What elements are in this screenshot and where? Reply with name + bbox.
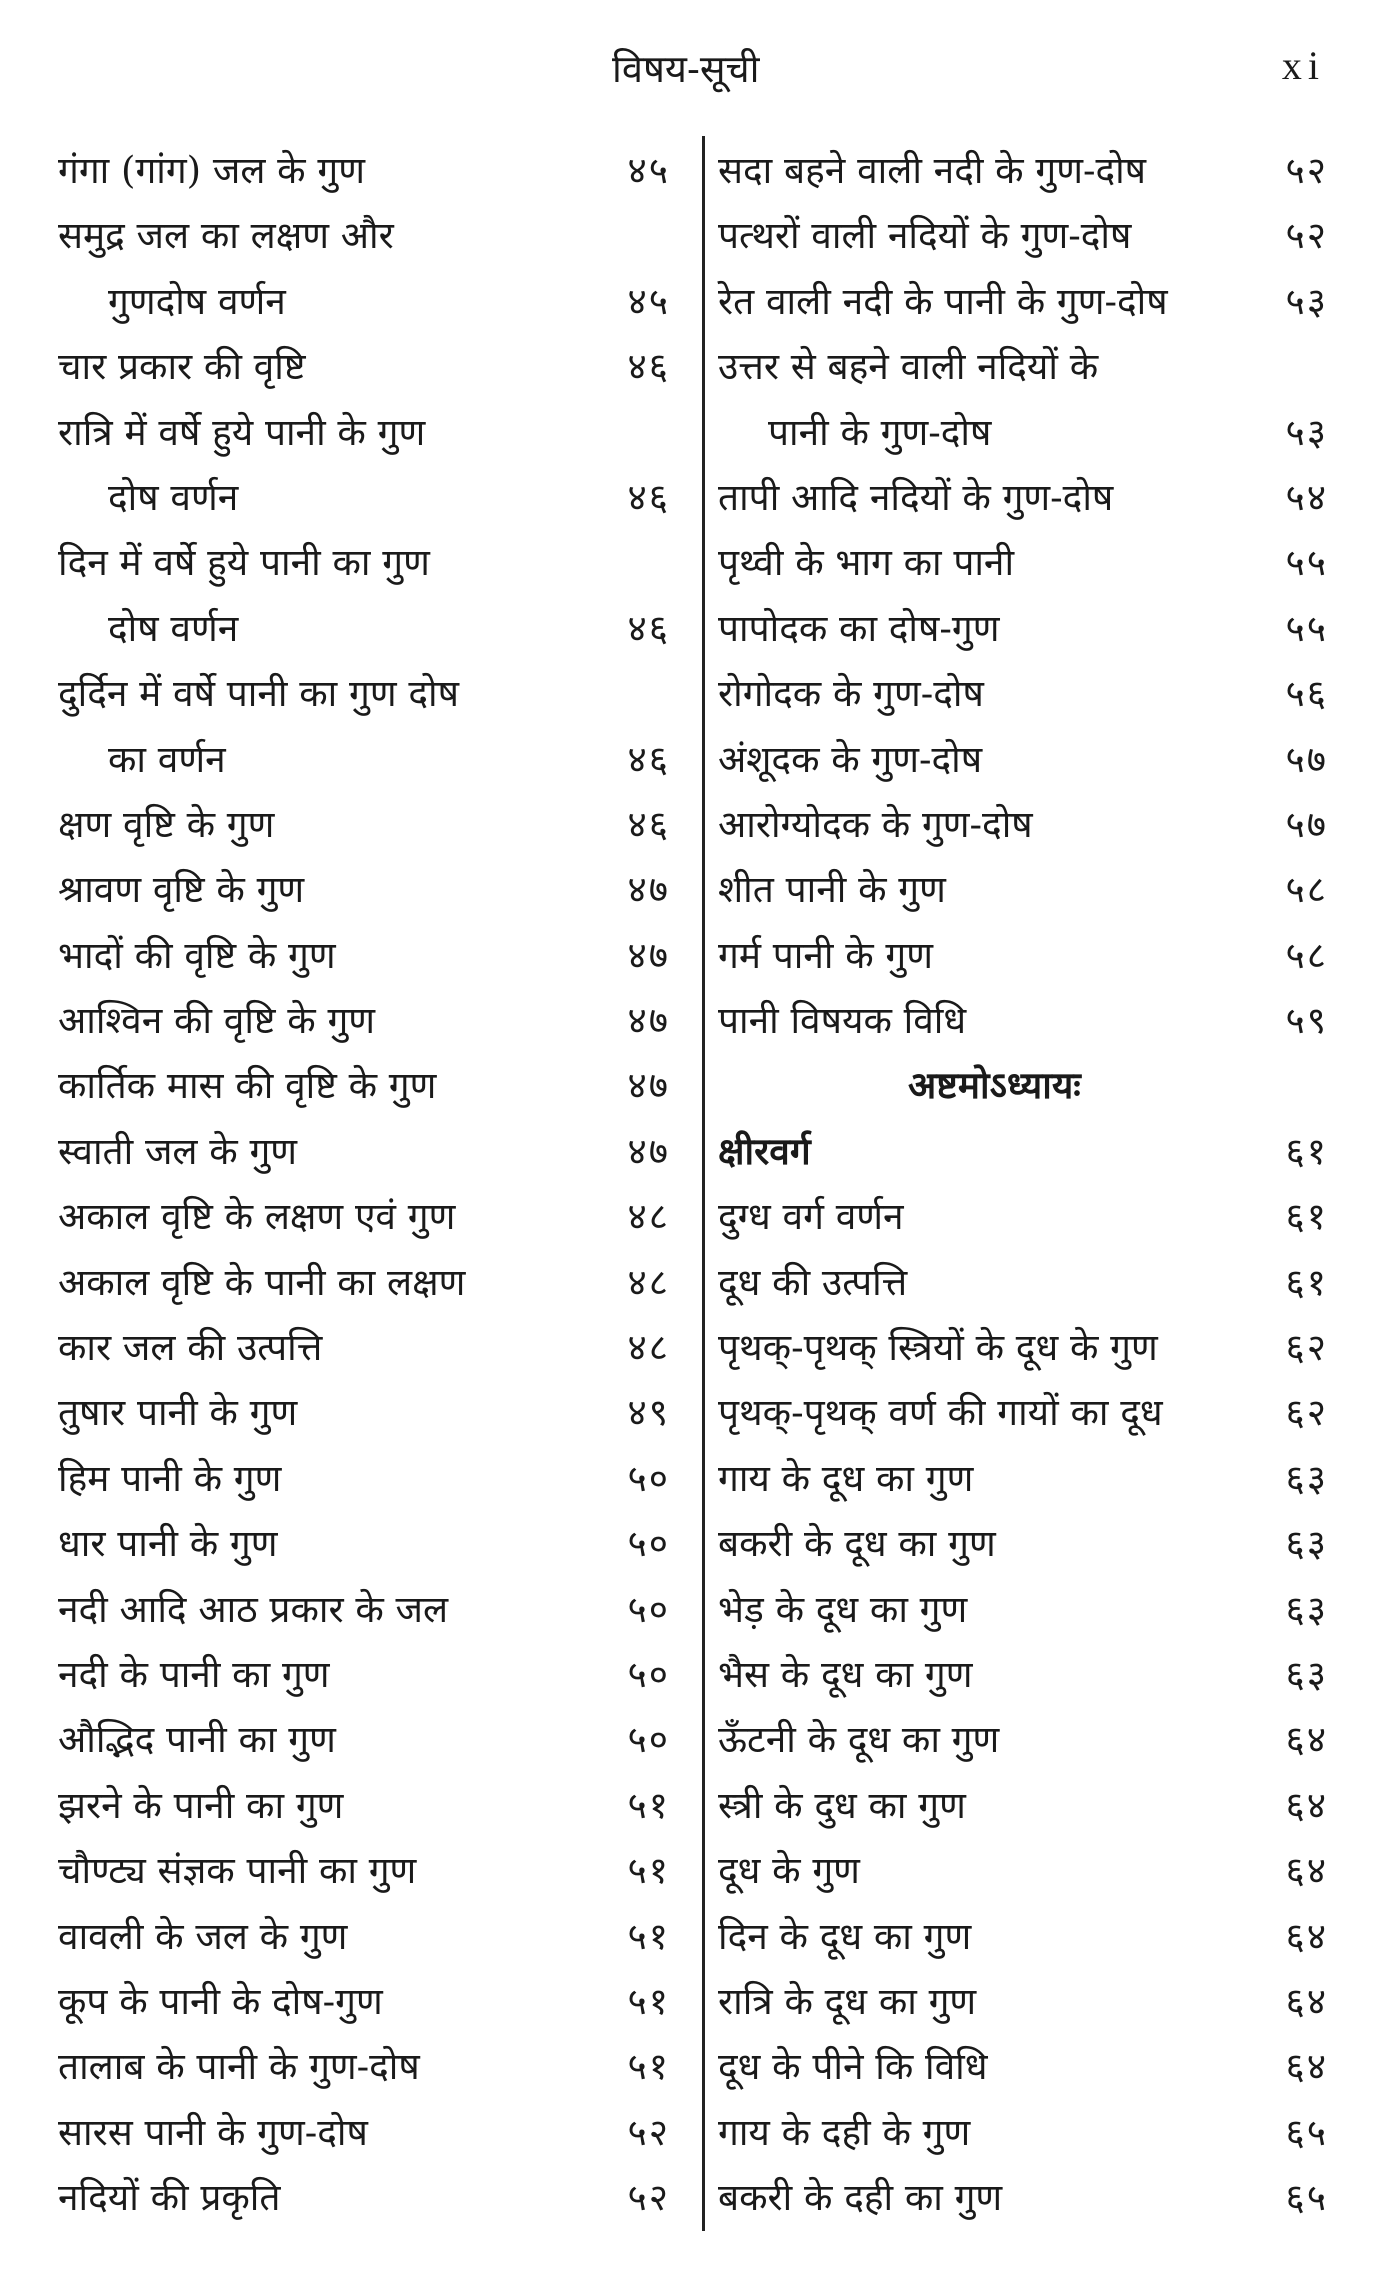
toc-entry-page: ६३ [1285, 1652, 1328, 1696]
toc-entry-title: भादों की वृष्टि के गुण [58, 933, 336, 977]
toc-entry-page: ४८ [627, 1195, 670, 1239]
toc-entry [58, 334, 670, 399]
toc-entry-title: उत्तर से बहने वाली नदियों के [718, 345, 1099, 389]
toc-entry-title: अष्टमोऽध्यायः [908, 1063, 1081, 1108]
toc-entry [718, 988, 1328, 1053]
toc-entry-title: गाय के दही के गुण [718, 2110, 971, 2154]
toc-entry-title: झरने के पानी का गुण [58, 1783, 344, 1827]
toc-right-column [718, 138, 1328, 2231]
toc-entry-title: चार प्रकार की वृष्टि [58, 345, 306, 389]
toc-entry-page: ४६ [627, 475, 670, 519]
toc-entry-page: ५१ [627, 2045, 670, 2089]
toc-entry-title: चौण्ट्य संज्ञक पानी का गुण [58, 1849, 417, 1893]
toc-entry-title: रेत वाली नदी के पानी के गुण-दोष [718, 279, 1168, 323]
toc-entry [58, 138, 670, 203]
page-header [0, 42, 1385, 102]
toc-entry-title: शीत पानी के गुण [718, 868, 946, 912]
toc-entry-title: अकाल वृष्टि के पानी का लक्षण [58, 1260, 466, 1304]
toc-entry [718, 2034, 1328, 2099]
toc-entry [718, 1642, 1328, 1707]
toc-left-column [58, 138, 670, 2231]
toc-entry-page: ४७ [627, 1129, 670, 1173]
toc-entry-page: ६४ [1285, 1979, 1328, 2023]
toc-entry-title: बकरी के दूध का गुण [718, 1522, 996, 1566]
toc-entry-title: दोष वर्णन [108, 475, 239, 519]
toc-entry [58, 923, 670, 988]
toc-entry-page: ५३ [1285, 279, 1328, 323]
toc-entry [718, 2100, 1328, 2165]
toc-entry-title: दूध की उत्पत्ति [718, 1260, 908, 1304]
toc-entry-page: ५७ [1285, 737, 1328, 781]
toc-entry-title: तुषार पानी के गुण [58, 1391, 298, 1435]
toc-entry-title: दिन में वर्षे हुये पानी का गुण [58, 541, 430, 585]
toc-entry-title: क्षण वृष्टि के गुण [58, 802, 275, 846]
toc-entry-page: ६१ [1285, 1195, 1328, 1239]
chapter-heading [718, 1053, 1328, 1118]
toc-entry [718, 1838, 1328, 1903]
toc-entry-title: नदी के पानी का गुण [58, 1652, 330, 1696]
toc-entry-title: आश्विन की वृष्टि के गुण [58, 999, 376, 1043]
toc-entry-title: कार जल की उत्पत्ति [58, 1326, 323, 1370]
toc-entry-page: ६३ [1285, 1522, 1328, 1566]
toc-entry-title: गंगा (गांग) जल के गुण [58, 149, 365, 192]
toc-entry-page: ५३ [1285, 410, 1328, 454]
toc-entry-page: ६४ [1285, 1718, 1328, 1762]
section-heading [718, 1119, 1328, 1184]
toc-entry [718, 792, 1328, 857]
toc-entry [58, 203, 670, 268]
toc-entry [718, 465, 1328, 530]
page-number: xi [1281, 43, 1325, 88]
toc-entry [58, 530, 670, 595]
toc-entry [718, 661, 1328, 726]
toc-entry [718, 1904, 1328, 1969]
toc-entry-page: ५१ [627, 1783, 670, 1827]
toc-entry [718, 1380, 1328, 1445]
toc-entry [58, 2165, 670, 2230]
toc-entry-page: ५२ [627, 2110, 670, 2154]
toc-entry-page: ५० [627, 1652, 670, 1696]
toc-entry [58, 465, 670, 530]
page-title: विषय-सूची [612, 47, 760, 91]
toc-entry-page: ४९ [627, 1391, 670, 1435]
toc-entry [718, 1184, 1328, 1249]
toc-entry [58, 1380, 670, 1445]
toc-entry-title: पत्थरों वाली नदियों के गुण-दोष [718, 214, 1132, 258]
toc-entry-page: ६३ [1285, 1456, 1328, 1500]
toc-entry-title: गर्म पानी के गुण [718, 933, 933, 977]
toc-entry [58, 1184, 670, 1249]
toc-entry [718, 530, 1328, 595]
toc-entry-page: ६३ [1285, 1587, 1328, 1631]
toc-entry-page: ५२ [1285, 149, 1328, 192]
toc-entry-title: पानी विषयक विधि [718, 999, 967, 1043]
toc-entry-page: ५५ [1285, 541, 1328, 585]
toc-entry [718, 1577, 1328, 1642]
toc-entry-page: ६१ [1285, 1260, 1328, 1304]
toc-entry-title: दिन के दूध का गुण [718, 1914, 972, 1958]
toc-entry [58, 1969, 670, 2034]
toc-entry-page: ५७ [1285, 802, 1328, 846]
toc-entry-page: ६४ [1285, 1783, 1328, 1827]
toc-entry-page: ६५ [1285, 2110, 1328, 2154]
toc-entry [718, 203, 1328, 268]
toc-entry-page: ५० [627, 1587, 670, 1631]
toc-entry-title: अंशूदक के गुण-दोष [718, 737, 983, 781]
toc-entry [718, 596, 1328, 661]
toc-entry-page: ५६ [1285, 672, 1328, 716]
toc-entry-page: ६५ [1285, 2176, 1328, 2220]
toc-entry-title: दुग्ध वर्ग वर्णन [718, 1195, 904, 1239]
toc-entry-title: दोष वर्णन [108, 606, 239, 650]
toc-entry-page: ४७ [627, 1064, 670, 1108]
toc-entry-page: ६४ [1285, 2045, 1328, 2089]
toc-entry-page: ४७ [627, 999, 670, 1043]
toc-entry-title: का वर्णन [108, 737, 226, 781]
toc-entry [58, 1446, 670, 1511]
toc-entry-title: हिम पानी के गुण [58, 1456, 282, 1500]
toc-entry [58, 1773, 670, 1838]
toc-entry [58, 988, 670, 1053]
toc-entry-page: ४८ [627, 1326, 670, 1370]
toc-entry-page: ५१ [627, 1979, 670, 2023]
toc-entry-title: पानी के गुण-दोष [768, 410, 992, 454]
toc-entry [58, 1250, 670, 1315]
toc-entry [58, 400, 670, 465]
toc-entry-page: ४६ [627, 345, 670, 389]
toc-entry-title: दुर्दिन में वर्षे पानी का गुण दोष [58, 672, 459, 716]
toc-entry [58, 792, 670, 857]
toc-entry-title: पृथक्-पृथक् वर्ण की गायों का दूध [718, 1391, 1163, 1435]
toc-entry-title: कूप के पानी के दोष-गुण [58, 1979, 383, 2023]
toc-entry-title: धार पानी के गुण [58, 1522, 278, 1566]
toc-entry-title: पृथक्-पृथक् स्त्रियों के दूध के गुण [718, 1326, 1158, 1370]
toc-entry-title: भैस के दूध का गुण [718, 1652, 973, 1696]
toc-entry-title: तालाब के पानी के गुण-दोष [58, 2045, 420, 2089]
toc-entry [58, 2034, 670, 2099]
toc-entry [58, 661, 670, 726]
toc-entry [718, 1511, 1328, 1576]
toc-entry-title: भेड़ के दूध का गुण [718, 1587, 968, 1631]
toc-entry [718, 138, 1328, 203]
toc-entry-page: ६२ [1285, 1391, 1328, 1435]
toc-entry [58, 1838, 670, 1903]
toc-entry-page: ५१ [627, 1914, 670, 1958]
toc-entry-title: बकरी के दही का गुण [718, 2176, 1003, 2220]
toc-entry-title: सारस पानी के गुण-दोष [58, 2110, 368, 2154]
toc-entry-title: समुद्र जल का लक्षण और [58, 214, 394, 258]
toc-entry [718, 334, 1328, 399]
toc-entry [718, 1446, 1328, 1511]
toc-entry [718, 857, 1328, 922]
toc-entry-title: अकाल वृष्टि के लक्षण एवं गुण [58, 1195, 456, 1239]
toc-entry-title: सदा बहने वाली नदी के गुण-दोष [718, 149, 1147, 192]
toc-entry [718, 1707, 1328, 1772]
toc-entry-title: नदी आदि आठ प्रकार के जल [58, 1587, 449, 1631]
toc-entry-page: ५० [627, 1718, 670, 1762]
toc-entry-title: कार्तिक मास की वृष्टि के गुण [58, 1064, 437, 1108]
toc-entry [58, 1707, 670, 1772]
toc-entry-page: ४७ [627, 933, 670, 977]
toc-entry [718, 1773, 1328, 1838]
toc-entry [58, 1119, 670, 1184]
toc-entry-page: ५८ [1285, 933, 1328, 977]
toc-entry-title: नदियों की प्रकृति [58, 2176, 281, 2220]
toc-entry-title: रात्रि के दूध का गुण [718, 1979, 977, 2023]
toc-entry [58, 1577, 670, 1642]
toc-entry [718, 727, 1328, 792]
toc-entry-title: आरोग्योदक के गुण-दोष [718, 802, 1033, 846]
toc-entry-title: ऊँटनी के दूध का गुण [718, 1718, 1000, 1762]
toc-entry [718, 1315, 1328, 1380]
toc-entry-title: श्रावण वृष्टि के गुण [58, 868, 305, 912]
toc-entry-title: स्वाती जल के गुण [58, 1129, 298, 1173]
toc-entry [718, 400, 1328, 465]
toc-entry-page: ४८ [627, 1260, 670, 1304]
toc-entry [58, 727, 670, 792]
toc-entry [58, 596, 670, 661]
toc-entry-title: रोगोदक के गुण-दोष [718, 672, 984, 716]
toc-entry [58, 1315, 670, 1380]
toc-entry-title: वावली के जल के गुण [58, 1914, 348, 1958]
toc-entry-page: ५० [627, 1522, 670, 1566]
toc-entry [58, 1904, 670, 1969]
toc-entry-title: स्त्री के दुध का गुण [718, 1783, 966, 1827]
toc-entry-title: रात्रि में वर्षे हुये पानी के गुण [58, 410, 426, 454]
toc-entry-page: ४७ [627, 868, 670, 912]
toc-entry [718, 923, 1328, 988]
toc-entry-page: ४६ [627, 737, 670, 781]
toc-entry-page: ५२ [627, 2176, 670, 2220]
toc-entry-page: ५२ [1285, 214, 1328, 258]
toc-entry-title: दूध के पीने कि विधि [718, 2045, 988, 2089]
toc-entry [718, 2165, 1328, 2230]
toc-entry [718, 1250, 1328, 1315]
toc-entry-page: ५४ [1285, 475, 1328, 519]
toc-entry-title: पापोदक का दोष-गुण [718, 606, 1000, 650]
toc-entry-page: ५५ [1285, 606, 1328, 650]
toc-entry [58, 1511, 670, 1576]
column-divider [702, 136, 705, 2231]
toc-entry-page: ६२ [1285, 1326, 1328, 1370]
toc-entry [58, 2100, 670, 2165]
toc-entry [58, 1053, 670, 1118]
toc-entry-page: ४६ [627, 802, 670, 846]
toc-entry-page: ५१ [627, 1849, 670, 1893]
toc-entry-title: तापी आदि नदियों के गुण-दोष [718, 475, 1114, 519]
toc-entry-page: ४५ [627, 149, 670, 192]
toc-entry-title: गुणदोष वर्णन [108, 279, 286, 323]
toc-entry-title: गाय के दूध का गुण [718, 1456, 974, 1500]
toc-entry-page: ६४ [1285, 1849, 1328, 1893]
toc-entry [718, 1969, 1328, 2034]
toc-entry [718, 269, 1328, 334]
toc-entry-page: ५९ [1285, 999, 1328, 1043]
toc-entry-page: ४६ [627, 606, 670, 650]
toc-entry [58, 1642, 670, 1707]
toc-entry-title: क्षीरवर्ग [718, 1128, 811, 1173]
toc-entry-title: पृथ्वी के भाग का पानी [718, 541, 1015, 585]
toc-entry-title: दूध के गुण [718, 1849, 860, 1893]
toc-entry-page: ६४ [1285, 1914, 1328, 1958]
toc-entry-page: ५० [627, 1456, 670, 1500]
toc-entry-title: औद्भिद पानी का गुण [58, 1718, 336, 1762]
toc-entry [58, 857, 670, 922]
toc-entry [58, 269, 670, 334]
toc-entry-page: ६१ [1285, 1129, 1328, 1173]
toc-entry-page: ५८ [1285, 868, 1328, 912]
toc-entry-page: ४५ [627, 279, 670, 323]
